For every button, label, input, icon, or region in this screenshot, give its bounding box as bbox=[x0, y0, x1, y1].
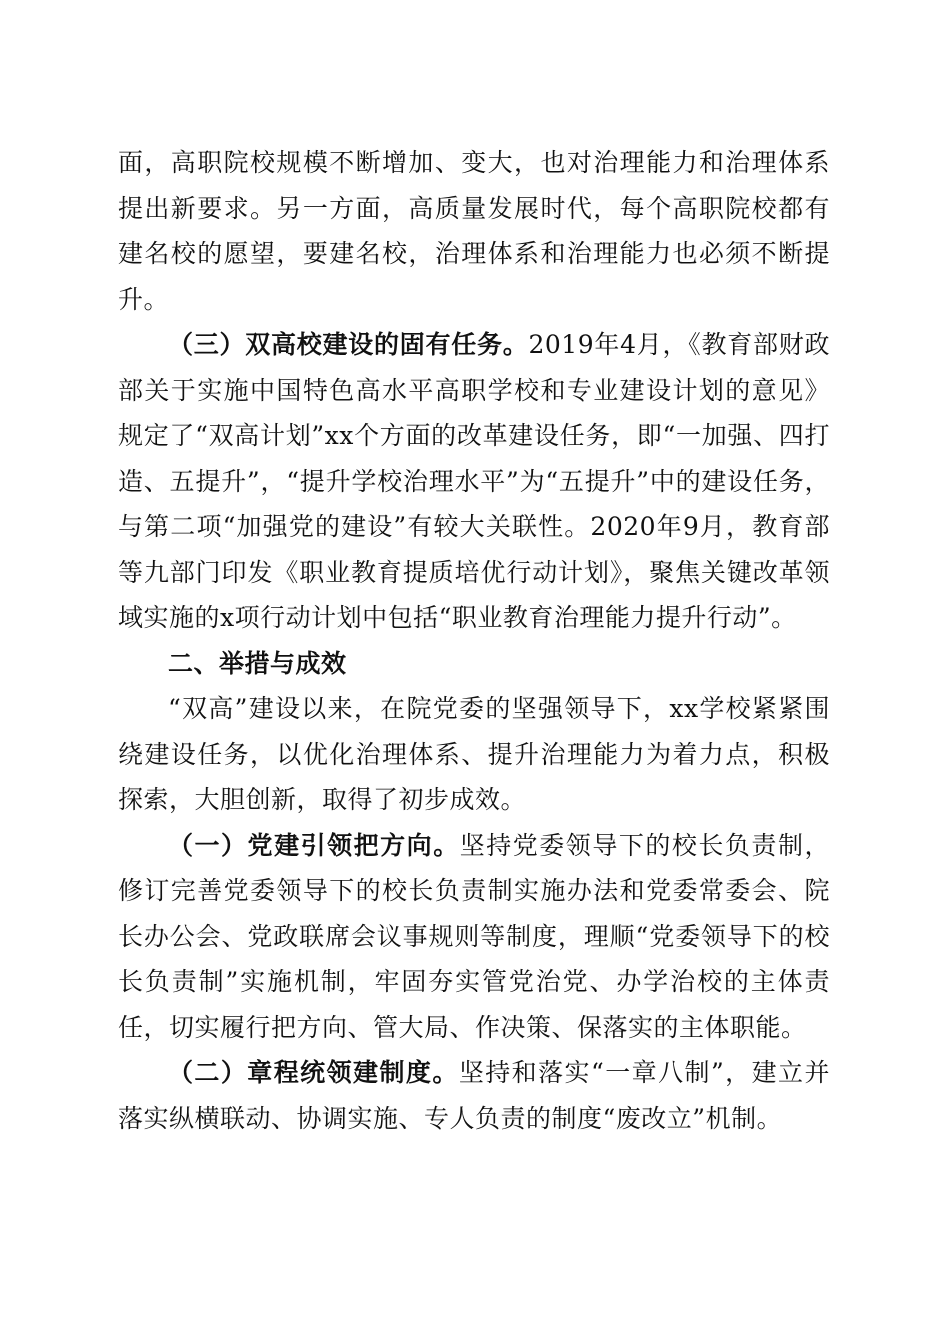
paragraph-intro bbox=[118, 686, 830, 823]
paragraph-text: 坚持党委领导下的校长负责制，修订完善党委领导下的校长负责制实施办法和党委常委会、院长办公会、党政联席会议事规则等制度，理顺“党委领导下的校长负责制”实施机制，牢固夯实管党治党、办学治校的主体责任，切实履行把方向、管大局、作决策、保落实的主体职能。 bbox=[118, 830, 830, 1042]
paragraph-section-three bbox=[118, 322, 830, 641]
paragraph-continuation bbox=[118, 140, 830, 322]
section-heading: 二、举措与成效 bbox=[168, 648, 347, 678]
subsection-lead: （一）党建引领把方向。 bbox=[168, 830, 460, 860]
paragraph-text: “双高”建设以来，在院党委的坚强领导下，xx学校紧紧围绕建设任务，以优化治理体系、提升治理能力为着力点，积极探索，大胆创新，取得了初步成效。 bbox=[118, 694, 830, 814]
paragraph-text: 2019年4月，《教育部财政部关于实施中国特色高水平高职学校和专业建设计划的意见》规定了“双高计划”xx个方面的改革建设任务，即“一加强、四打造、五提升”，“提升学校治理水平”为“五提升”中的建设任务，与第二项“加强党的建设”有较大关联性。2020年9月，教育部等九部门印发《职业教育提质培优行动计划》，聚焦关键改革领域实施的x项行动计划中包括“职业教育治理能力提升行动”。 bbox=[118, 330, 830, 632]
paragraph-text: 面，高职院校规模不断增加、变大，也对治理能力和治理体系提出新要求。另一方面，高质量发展时代，每个高职院校都有建名校的愿望，要建名校，治理体系和治理能力也必须不断提升。 bbox=[118, 148, 830, 314]
paragraph-subsection-two bbox=[118, 1050, 830, 1141]
subsection-lead: （二）章程统领建制度。 bbox=[168, 1058, 459, 1087]
subsection-lead: （三）双高校建设的固有任务。 bbox=[168, 330, 529, 359]
paragraph-text: 坚持和落实“一章八制”，建立并落实纵横联动、协调实施、专人负责的制度“废改立”机制。 bbox=[118, 1058, 830, 1133]
document-body bbox=[118, 140, 830, 1141]
paragraph-subsection-one bbox=[118, 823, 830, 1051]
